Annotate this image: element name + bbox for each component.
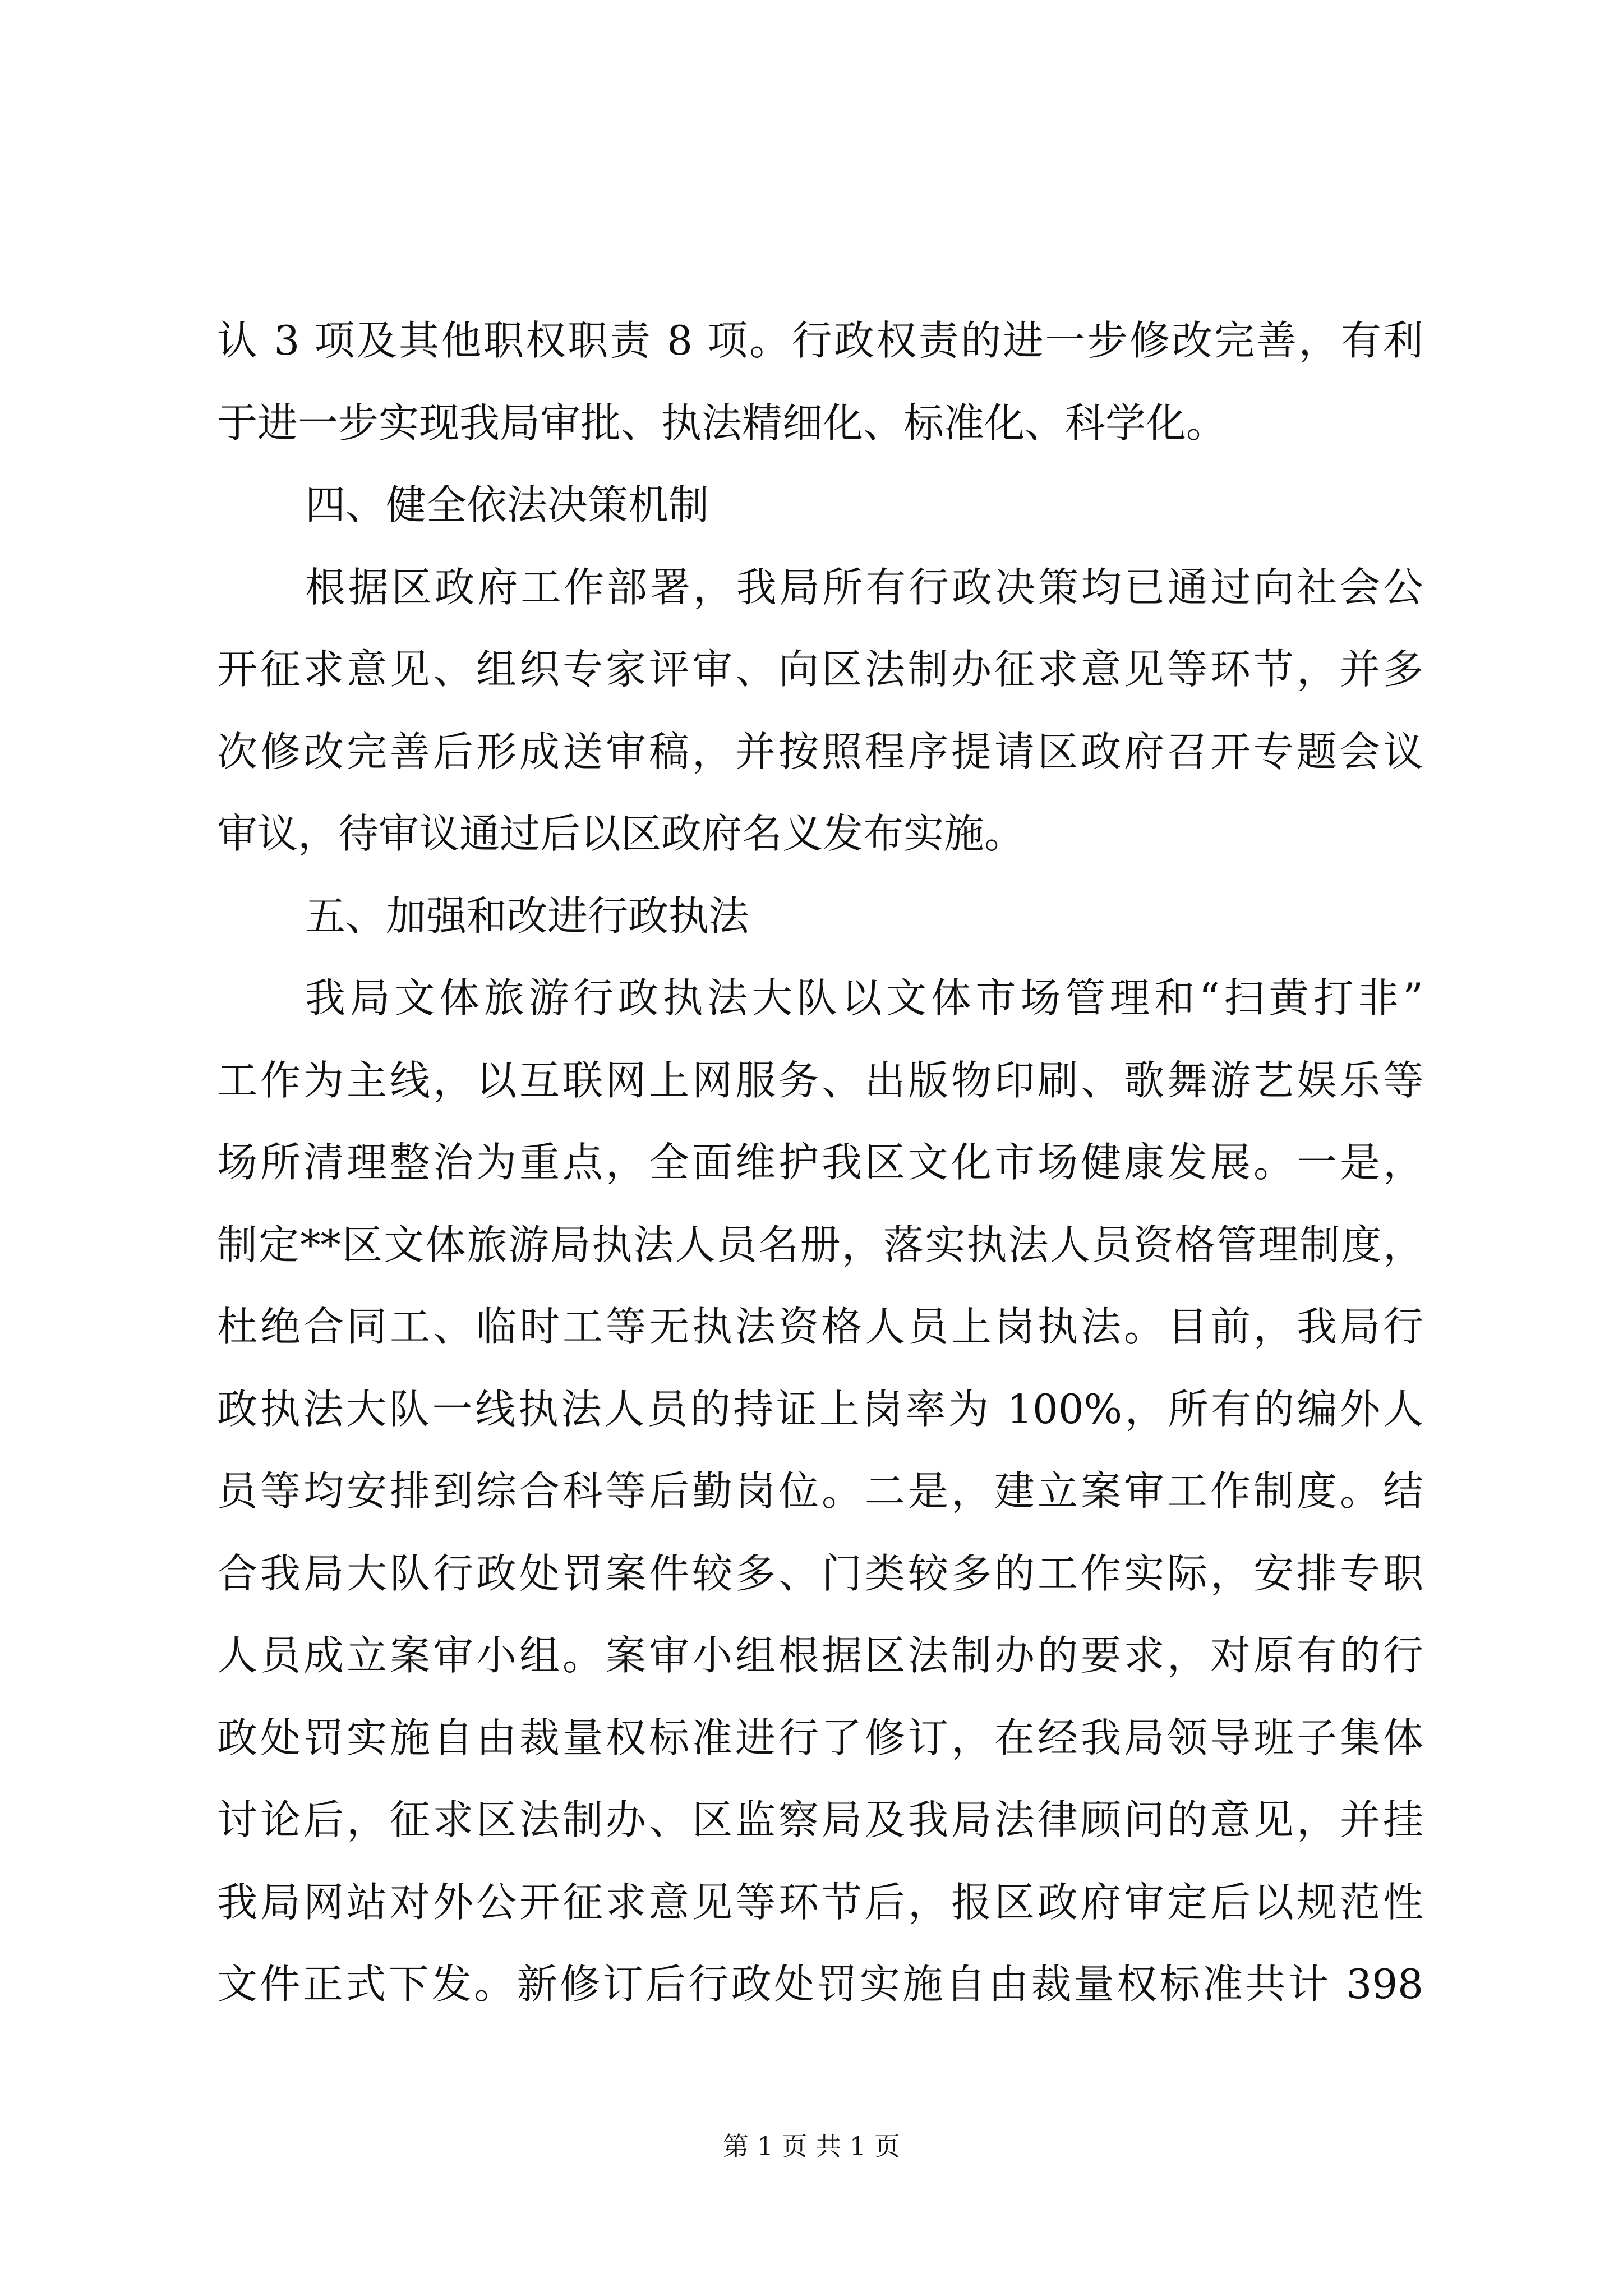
paragraph-line: 杜绝合同工、临时工等无执法资格人员上岗执法。目前，我局行 [217, 1303, 1423, 1350]
paragraph-line: 场所清理整治为重点，全面维护我区文化市场健康发展。一是， [217, 1139, 1423, 1186]
paragraph-line: 认 3 项及其他职权职责 8 项。行政权责的进一步修改完善，有利 [217, 317, 1423, 364]
paragraph-line: 审议，待审议通过后以区政府名义发布实施。 [217, 810, 1025, 857]
paragraph-line: 合我局大队行政处罚案件较多、门类较多的工作实际，安排专职 [217, 1549, 1423, 1597]
document-body [217, 300, 1423, 2026]
paragraph [217, 546, 1423, 875]
section-heading: 四、健全依法决策机制 [305, 481, 709, 528]
paragraph [217, 300, 1423, 464]
page-number-footer: 第 1 页 共 1 页 [723, 2131, 900, 2161]
paragraph-line: 工作为主线，以互联网上网服务、出版物印刷、歌舞游艺娱乐等 [217, 1056, 1423, 1104]
paragraph-line: 政处罚实施自由裁量权标准进行了修订，在经我局领导班子集体 [217, 1714, 1423, 1761]
paragraph-line: 次修改完善后形成送审稿，并按照程序提请区政府召开专题会议 [217, 728, 1423, 775]
paragraph-line: 我局网站对外公开征求意见等环节后，报区政府审定后以规范性 [217, 1878, 1423, 1926]
paragraph-line: 制定**区文体旅游局执法人员名册，落实执法人员资格管理制度， [217, 1221, 1423, 1268]
paragraph-line: 政执法大队一线执法人员的持证上岗率为 100%，所有的编外人 [217, 1385, 1423, 1433]
paragraph-line: 开征求意见、组织专家评审、向区法制办征求意见等环节，并多 [217, 646, 1423, 693]
paragraph-line: 根据区政府工作部署，我局所有行政决策均已通过向社会公 [305, 563, 1423, 611]
paragraph-line: 人员成立案审小组。案审小组根据区法制办的要求，对原有的行 [217, 1632, 1423, 1679]
section-heading: 五、加强和改进行政执法 [305, 892, 750, 940]
paragraph-line: 文件正式下发。新修订后行政处罚实施自由裁量权标准共计 398 [217, 1961, 1423, 2008]
paragraph-line: 我局文体旅游行政执法大队以文体市场管理和“扫黄打非” [305, 974, 1423, 1022]
paragraph-line: 讨论后，征求区法制办、区监察局及我局法律顾问的意见，并挂 [217, 1796, 1423, 1843]
paragraph [217, 957, 1423, 2026]
paragraph-line: 于进一步实现我局审批、执法精细化、标准化、科学化。 [217, 399, 1227, 447]
paragraph-line: 员等均安排到综合科等后勤岗位。二是，建立案审工作制度。结 [217, 1467, 1423, 1515]
